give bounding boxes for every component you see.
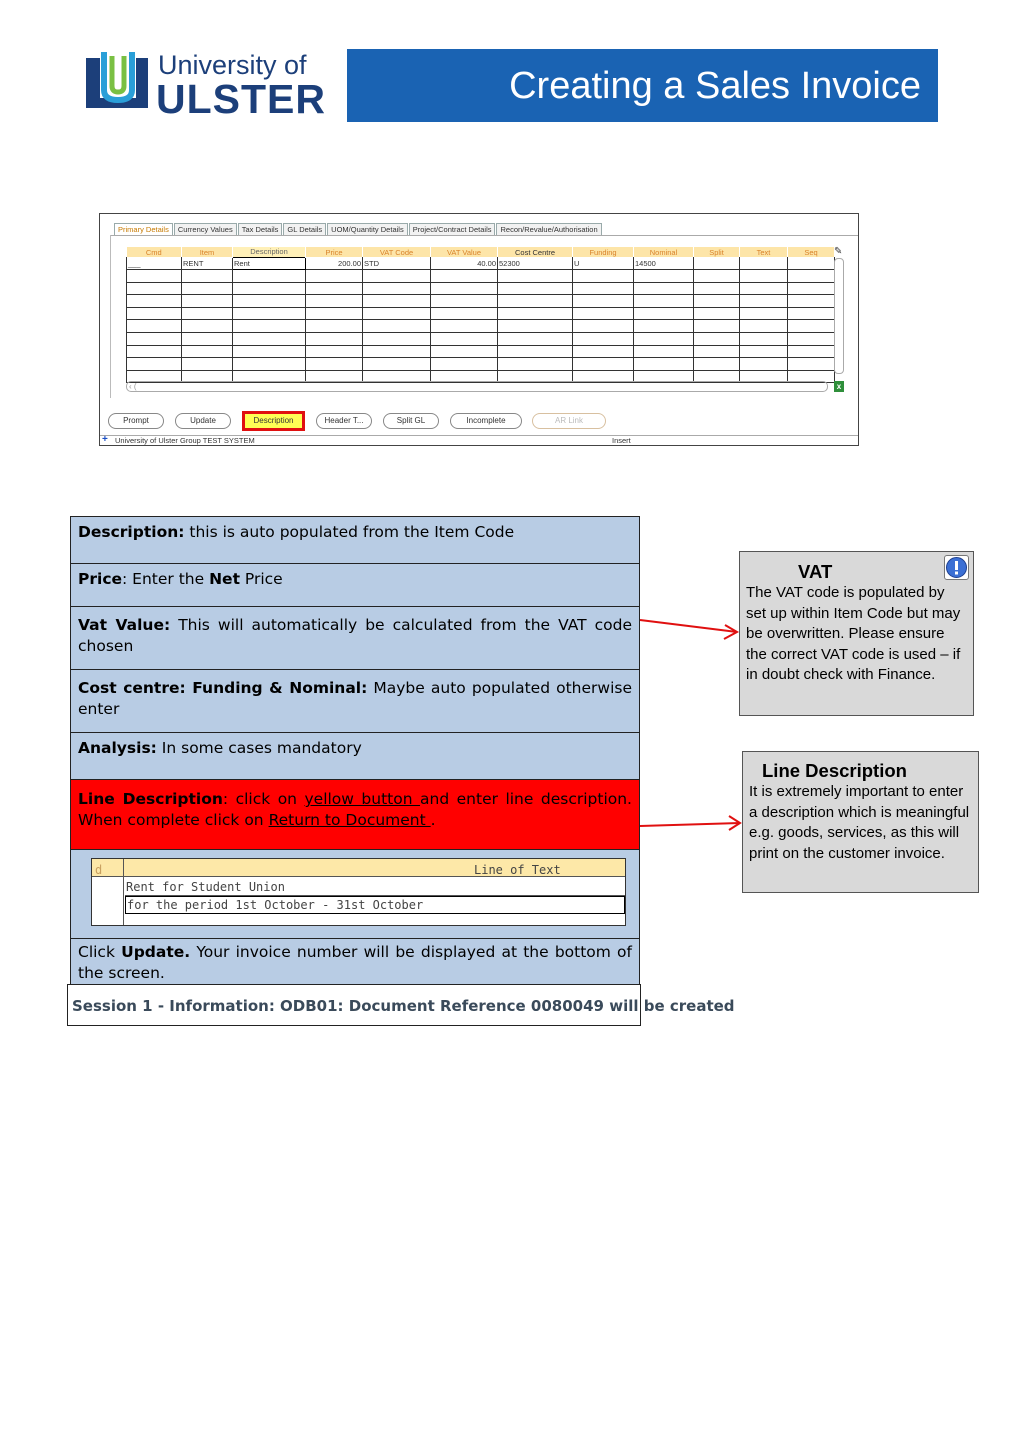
cell-funding[interactable]: U [573,257,634,270]
cell-empty[interactable] [127,320,182,333]
table-row [127,320,835,333]
cell-empty[interactable] [233,282,306,295]
col-header-seq: Seq [788,247,835,257]
instruction-analysis [70,732,640,780]
tab-tax-details[interactable]: Tax Details [238,223,283,236]
text-description: this is auto populated from the Item Code [184,523,515,541]
pencil-icon[interactable]: ✎ [834,246,843,257]
cell-empty[interactable] [127,295,182,308]
cell-empty[interactable] [573,295,634,308]
cell-empty[interactable] [431,282,498,295]
text-update-2: Your invoice number will be displayed at the bottom of the screen. [78,943,632,982]
col-header-cmd: Cmd [127,247,182,257]
cell-empty[interactable] [363,295,431,308]
cell-empty[interactable] [573,282,634,295]
ar-link-button[interactable]: AR Link [532,413,606,429]
cell-empty[interactable] [363,282,431,295]
col-header-nominal: Nominal [634,247,694,257]
cell-nominal[interactable]: 14500 [634,257,694,270]
cell-empty[interactable] [127,270,182,283]
cell-empty[interactable] [127,358,182,371]
col-header-cost-centre: Cost Centre [498,247,573,257]
cell-empty[interactable] [306,320,363,333]
arrow-to-line-description-icon [640,816,740,830]
text-price-net: Net [209,570,240,588]
cell-empty[interactable] [182,345,233,358]
cell-empty[interactable] [182,358,233,371]
cell-empty[interactable] [694,320,740,333]
header-text-button[interactable]: Header T... [316,413,372,429]
cell-empty[interactable] [233,307,306,320]
cell-vat-value[interactable]: 40.00 [431,257,498,270]
cell-empty[interactable] [363,320,431,333]
cell-item[interactable]: RENT [182,257,233,270]
vat-callout [739,551,974,716]
cell-empty[interactable] [740,307,788,320]
cell-empty[interactable] [740,295,788,308]
cell-empty[interactable] [233,333,306,346]
cell-empty[interactable] [740,333,788,346]
table-row [127,358,835,371]
label-cost-centre: Cost centre: Funding & Nominal: [78,679,368,697]
university-logo-mark-icon [84,50,150,116]
tab-project-contract-details[interactable]: Project/Contract Details [409,223,496,236]
cell-empty[interactable] [788,345,835,358]
cell-empty[interactable] [788,282,835,295]
incomplete-button[interactable]: Incomplete [450,413,522,429]
cell-empty[interactable] [788,333,835,346]
cell-empty[interactable] [788,295,835,308]
title-band [347,49,938,122]
cell-empty[interactable] [363,307,431,320]
cell-empty[interactable] [740,282,788,295]
status-mode: Insert [612,436,631,445]
cell-empty[interactable] [233,270,306,283]
cell-empty[interactable] [233,295,306,308]
cell-empty[interactable] [306,307,363,320]
tab-gl-details[interactable]: GL Details [283,223,326,236]
plus-icon[interactable]: + [102,434,108,445]
text-line-1: : click on [222,790,305,808]
cell-cost-centre[interactable]: 52300 [498,257,573,270]
cell-empty[interactable] [127,307,182,320]
line-description-callout-body: It is extremely important to enter a description which is meaningful e.g. goods, services, as this will print on the customer invoice. [749,783,970,862]
invoice-line-screenshot [99,213,859,446]
cell-empty[interactable] [431,295,498,308]
line-of-text-header-left: d [95,863,103,877]
vertical-scrollbar[interactable] [834,258,844,374]
instruction-description [70,516,640,564]
cell-cmd[interactable]: ___ [127,257,182,270]
cell-empty[interactable] [634,295,694,308]
cell-empty[interactable] [431,307,498,320]
cell-empty[interactable] [431,320,498,333]
col-header-price: Price [306,247,363,257]
cell-empty[interactable] [233,320,306,333]
cell-empty[interactable] [694,333,740,346]
text-line-3: . [430,811,436,829]
tab-primary-details[interactable]: Primary Details [114,223,173,236]
instruction-update [70,938,640,986]
vat-callout-body: The VAT code is populated by set up within Item Code but may be overwritten. Please ensure the correct VAT code is used – if in doubt check with Finance. [746,584,961,683]
text-line-2: and enter line description. When complete click on [78,790,632,829]
cell-empty[interactable] [306,358,363,371]
cell-empty[interactable] [498,333,573,346]
cell-empty[interactable] [694,282,740,295]
cell-empty[interactable] [182,320,233,333]
cell-empty[interactable] [431,358,498,371]
cell-empty[interactable] [306,270,363,283]
cell-price[interactable]: 200.00 [306,257,363,270]
cell-seq[interactable] [788,257,835,270]
table-row [127,307,835,320]
tab-recon-revalue-authorisation[interactable]: Recon/Revalue/Authorisation [496,223,601,236]
cell-empty[interactable] [182,270,233,283]
cell-empty[interactable] [363,270,431,283]
line-description-callout-title: Line Description [762,760,907,781]
cell-empty[interactable] [498,270,573,283]
cell-empty[interactable] [573,333,634,346]
cell-empty[interactable] [694,345,740,358]
logo-text-university: University of [158,50,307,80]
prompt-button[interactable]: Prompt [108,413,164,429]
cell-empty[interactable] [127,345,182,358]
cell-empty[interactable] [182,282,233,295]
cell-empty[interactable] [740,270,788,283]
cell-empty[interactable] [498,295,573,308]
status-bar [100,435,858,446]
col-header-vat-code: VAT Code [363,247,431,257]
info-icon [944,555,969,580]
session-information-message: Session 1 - Information: ODB01: Document Reference 0080049 will be created [67,984,641,1026]
label-description: Description: [78,523,185,541]
cell-empty[interactable] [127,282,182,295]
line-of-text-screenshot [91,858,626,926]
table-row [127,257,835,270]
cell-empty[interactable] [431,333,498,346]
cell-empty[interactable] [788,358,835,371]
line-of-text-header [92,859,625,877]
cell-empty[interactable] [694,295,740,308]
cell-text[interactable] [740,257,788,270]
cell-empty[interactable] [182,295,233,308]
cell-empty[interactable] [634,270,694,283]
line-of-text-header-label: Line of Text [474,863,561,877]
cell-empty[interactable] [634,282,694,295]
line-of-text-row-1[interactable]: Rent for Student Union [125,878,625,896]
cell-empty[interactable] [306,295,363,308]
description-button[interactable]: Description [242,411,305,431]
university-logo [84,46,326,122]
page-title: Creating a Sales Invoice [509,65,921,107]
excel-export-icon[interactable]: x [834,381,844,392]
label-vat-value: Vat Value: [78,616,171,634]
label-line-description: Line Description [78,790,223,808]
cell-empty[interactable] [634,358,694,371]
cell-empty[interactable] [498,358,573,371]
cell-empty[interactable] [634,320,694,333]
cell-empty[interactable] [573,307,634,320]
logo-text-ulster: ULSTER [156,76,326,122]
cell-empty[interactable] [788,307,835,320]
cell-empty[interactable] [182,307,233,320]
cell-empty[interactable] [306,282,363,295]
text-vat-value: This will automatically be calculated from the VAT code chosen [78,616,632,655]
status-system-name: University of Ulster Group TEST SYSTEM [115,436,255,445]
line-description-callout [742,751,979,893]
cell-empty[interactable] [634,333,694,346]
line-of-text-row-2[interactable]: for the period 1st October - 31st October [125,896,625,914]
horizontal-scrollbar[interactable]: ‹ ( [126,381,828,392]
cell-empty[interactable] [498,282,573,295]
cell-empty[interactable] [740,358,788,371]
table-row [127,295,835,308]
text-analysis: In some cases mandatory [156,739,362,757]
cell-empty[interactable] [788,270,835,283]
cell-empty[interactable] [694,358,740,371]
label-price: Price [78,570,123,588]
cell-empty[interactable] [182,333,233,346]
return-to-document-link: Return to Document [268,811,431,829]
update-button[interactable]: Update [175,413,231,429]
cell-vat-code[interactable]: STD [363,257,431,270]
cell-empty[interactable] [573,345,634,358]
cell-empty[interactable] [233,345,306,358]
col-header-split: Split [694,247,740,257]
col-header-vat-value: VAT Value [431,247,498,257]
yellow-button-link: yellow button [304,790,421,808]
cell-empty[interactable] [306,333,363,346]
label-analysis: Analysis: [78,739,157,757]
text-price-1: : Enter the [122,570,210,588]
cell-empty[interactable] [127,333,182,346]
cell-empty[interactable] [573,320,634,333]
cell-empty[interactable] [634,307,694,320]
table-row [127,345,835,358]
instruction-line-description [70,779,640,850]
table-row [127,333,835,346]
cell-empty[interactable] [573,358,634,371]
instruction-vat-value [70,606,640,670]
col-header-item: Item [182,247,233,257]
cell-empty[interactable] [694,270,740,283]
line-of-text-screenshot-row [70,849,640,939]
table-row [127,282,835,295]
cell-description[interactable]: Rent [233,257,306,270]
col-header-description: Description [233,247,306,257]
cell-empty[interactable] [363,333,431,346]
cell-empty[interactable] [788,320,835,333]
col-header-funding: Funding [573,247,634,257]
cell-empty[interactable] [431,345,498,358]
text-update-1: Click [78,943,122,961]
col-header-text: Text [740,247,788,257]
cell-split[interactable] [694,257,740,270]
tab-uom-quantity-details[interactable]: UOM/Quantity Details [327,223,408,236]
instruction-price [70,563,640,607]
cell-empty[interactable] [498,320,573,333]
split-gl-button[interactable]: Split GL [383,413,439,429]
cell-empty[interactable] [363,345,431,358]
text-cost-centre: Maybe auto populated otherwise enter [78,679,633,718]
invoice-lines-grid [126,247,835,383]
cell-empty[interactable] [498,307,573,320]
cell-empty[interactable] [694,307,740,320]
cell-empty[interactable] [233,358,306,371]
cell-empty[interactable] [498,345,573,358]
line-of-text-column-divider [123,859,124,925]
cell-empty[interactable] [573,270,634,283]
cell-empty[interactable] [306,345,363,358]
cell-empty[interactable] [363,358,431,371]
cell-empty[interactable] [634,345,694,358]
instruction-cost-centre [70,669,640,733]
arrow-to-vat-icon [640,620,737,639]
table-row [127,270,835,283]
cell-empty[interactable] [431,270,498,283]
vat-callout-title: VAT [798,561,833,582]
cell-empty[interactable] [740,320,788,333]
text-price-2: Price [239,570,283,588]
cell-empty[interactable] [740,345,788,358]
tab-currency-values[interactable]: Currency Values [174,223,237,236]
label-update: Update. [121,943,191,961]
